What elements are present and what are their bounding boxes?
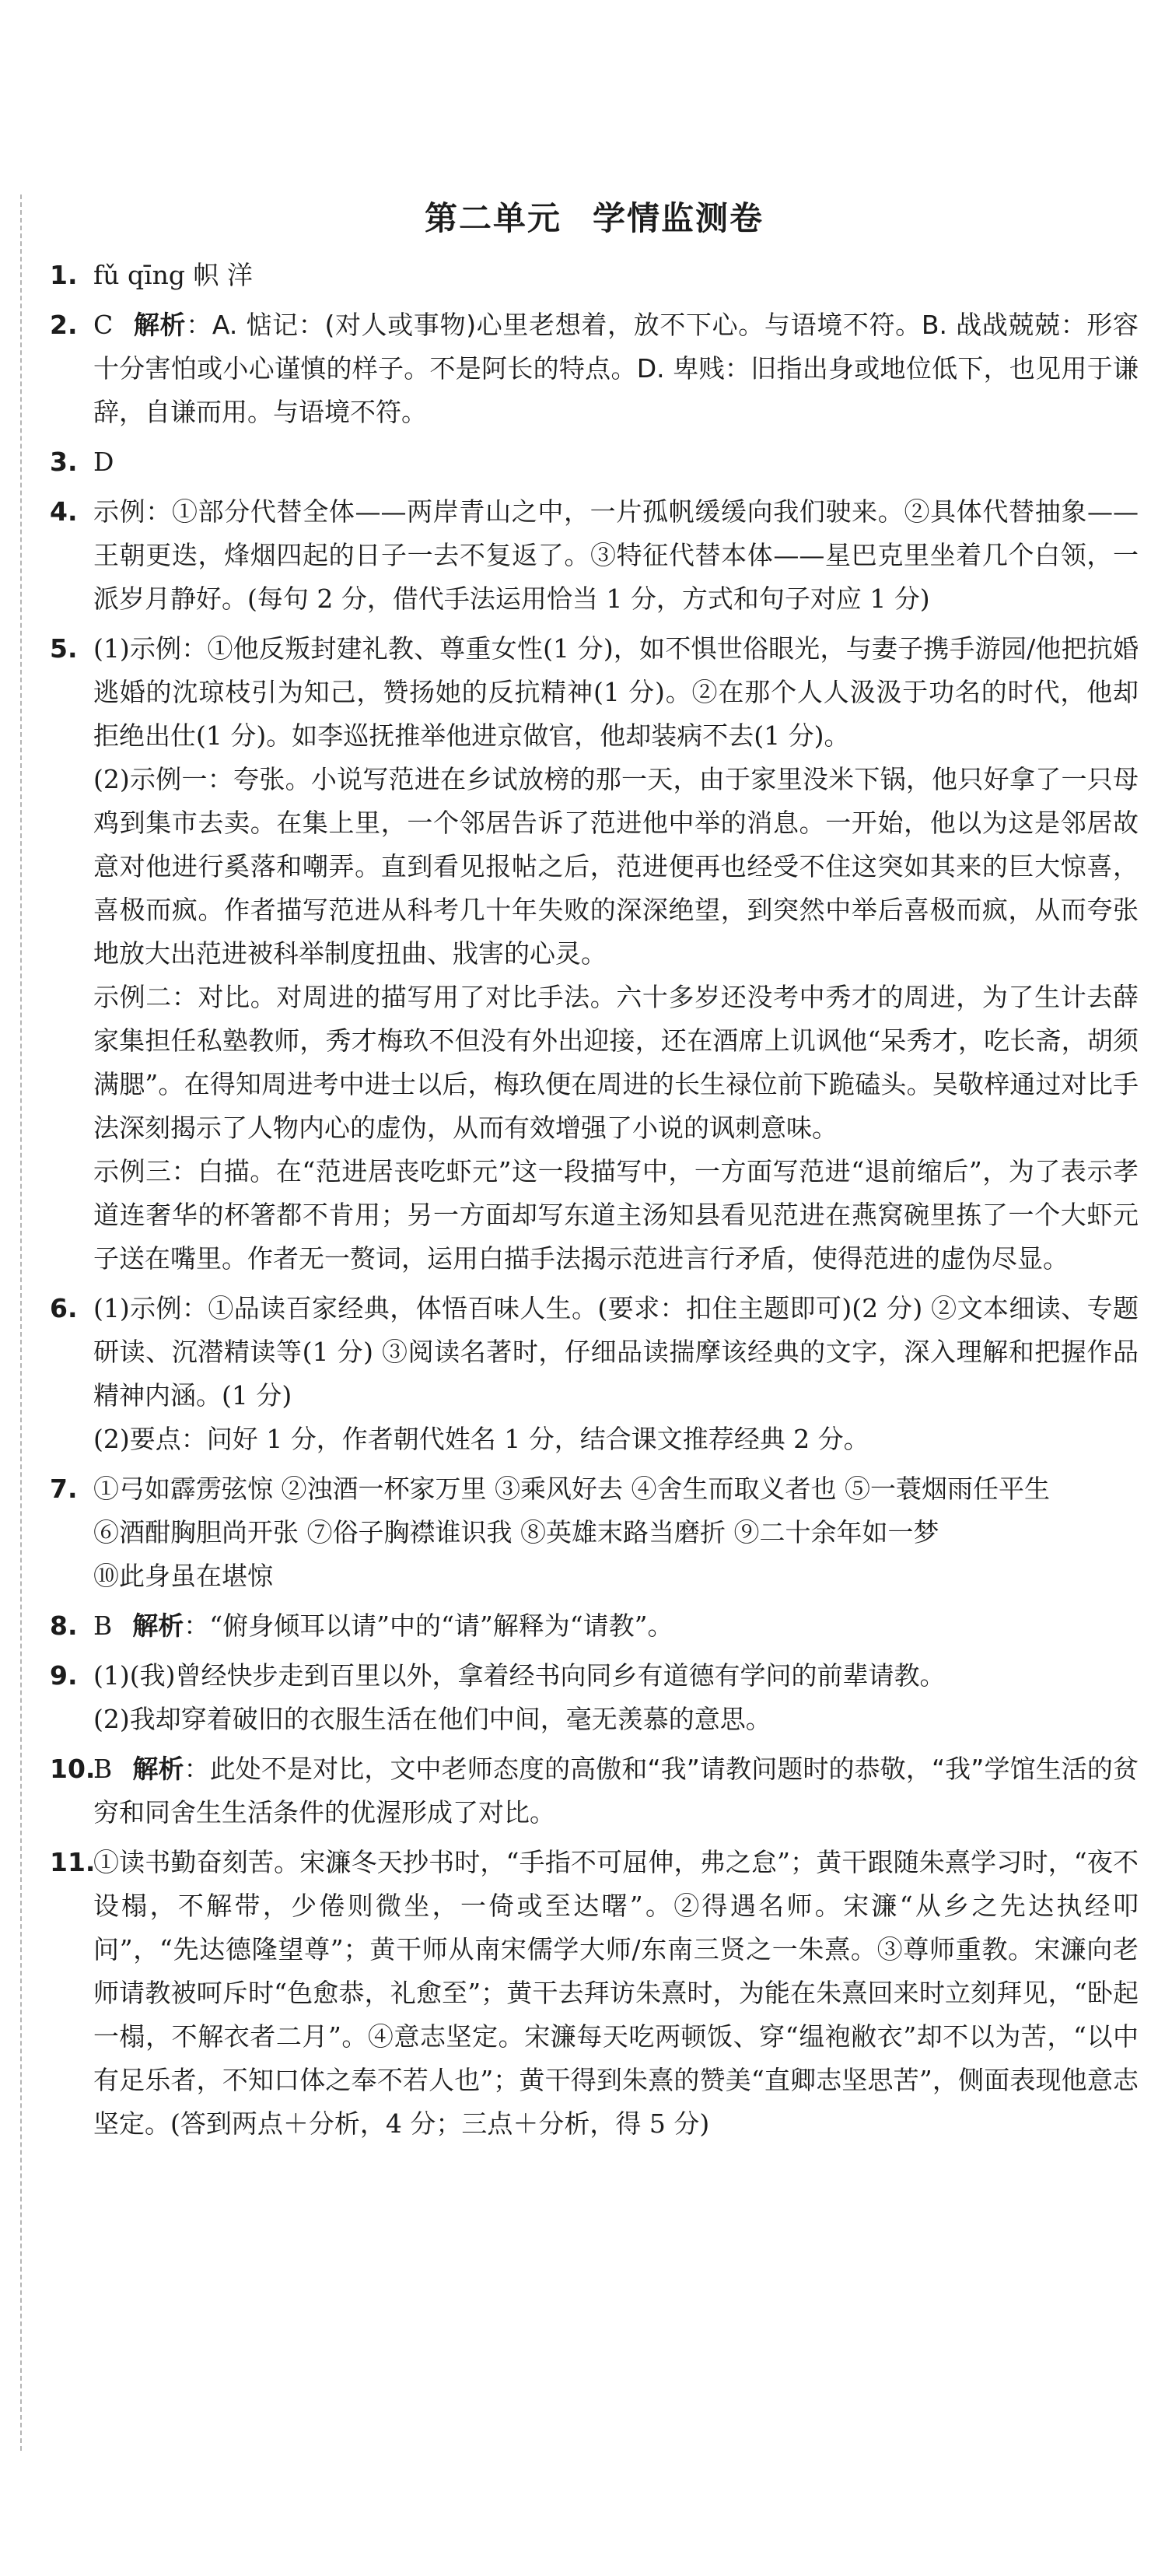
item-number: 9. [50, 1660, 78, 1691]
analysis-label: 解析 [132, 1610, 184, 1641]
item-number: 2. [50, 310, 78, 340]
item-number: 7. [50, 1474, 78, 1504]
item-number: 11. [50, 1847, 96, 1877]
analysis-text: ：A. 惦记：(对人或事物)心里老想着，放不下心。与语境不符。B. 战战兢兢：形容十分害怕或小心谨慎的样子。不是阿长的特点。D. 卑贱：旧指出身或地位低下，也见用于谦辞，自谦而用。与语境不符。 [93, 310, 1139, 427]
item-number: 6. [50, 1293, 78, 1323]
answer-item-8 [50, 1604, 1139, 1648]
answer-item-11 [50, 1841, 1139, 2146]
answer-part-2-example-3: 示例三：白描。在“范进居丧吃虾元”这一段描写中，一方面写范进“退前缩后”，为了表示孝道连奢华的杯箸都不肯用；另一方面却写东道主汤知县看见范进在燕窝碗里拣了一个大虾元子送在嘴里。作者无一赘词，运用白描手法揭示范进言行矛盾，使得范进的虚伪尽显。 [93, 1156, 1139, 1274]
answer-sheet [50, 193, 1139, 2152]
answer-item-3 [50, 440, 1139, 484]
item-number: 3. [50, 447, 78, 477]
answer-item-9 [50, 1654, 1139, 1741]
answer-part-1: (1)示例：①他反叛封建礼教、尊重女性(1 分)，如不惧世俗眼光，与妻子携手游园/他把抗婚逃婚的沈琼枝引为知己，赞扬她的反抗精神(1 分)。②在那个人人汲汲于功名的时代，他却拒绝出仕(1 分)。如李巡抚推举他进京做官，他却装病不去(1 分)。 [93, 633, 1139, 751]
answer-part-1: (1)示例：①品读百家经典，体悟百味人生。(要求：扣住主题即可)(2 分) ②文本细读、专题研读、沉潜精读等(1 分) ③阅读名著时，仔细品读揣摩该经典的文字，深入理解和把握作品精神内涵。(1 分) [93, 1293, 1139, 1411]
analysis-label: 解析 [133, 310, 187, 340]
answer-line-2: ⑥酒酣胸胆尚开张 ⑦俗子胸襟谁识我 ⑧英雄末路当磨折 ⑨二十余年如一梦 [93, 1517, 939, 1547]
answer-item-5 [50, 627, 1139, 1281]
answer-item-2 [50, 303, 1139, 434]
analysis-label: 解析 [132, 1754, 184, 1784]
answer-part-2-example-2: 示例二：对比。对周进的描写用了对比手法。六十多岁还没考中秀才的周进，为了生计去薛家集担任私塾教师，秀才梅玖不但没有外出迎接，还在酒席上讥讽他“呆秀才，吃长斋，胡须满腮”。在得知周进考中进士以后，梅玖便在周进的长生禄位前下跪磕头。吴敬梓通过对比手法深刻揭示了人物内心的虚伪，从而有效增强了小说的讽刺意味。 [93, 982, 1139, 1143]
analysis-text: ：此处不是对比，文中老师态度的高傲和“我”请教问题时的恭敬，“我”学馆生活的贫穷和同舍生生活条件的优渥形成了对比。 [93, 1754, 1139, 1828]
answer-item-4 [50, 490, 1139, 621]
item-number: 10. [50, 1754, 96, 1784]
answer-item-7 [50, 1467, 1139, 1598]
answer-part-2: (2)要点：问好 1 分，作者朝代姓名 1 分，结合课文推荐经典 2 分。 [93, 1424, 869, 1454]
item-number: 8. [50, 1610, 78, 1641]
answer-text: D [93, 447, 114, 477]
answer-choice: B [93, 1610, 113, 1641]
answer-choice: B [93, 1754, 113, 1784]
answer-part-1: (1)(我)曾经快步走到百里以外，拿着经书向同乡有道德有学问的前辈请教。 [93, 1660, 946, 1691]
item-number: 4. [50, 496, 78, 527]
answer-line-3: ⑩此身虽在堪惊 [93, 1561, 273, 1591]
answer-text: fǔ qīng 帜 洋 [93, 260, 253, 290]
answer-text: 示例：①部分代替全体——两岸青山之中，一片孤帆缓缓向我们驶来。②具体代替抽象——王朝更迭，烽烟四起的日子一去不复返了。③特征代替本体——星巴克里坐着几个白领，一派岁月静好。(每句 2 分，借代手法运用恰当 1 分，方式和句子对应 1 分) [93, 496, 1139, 614]
page-title [50, 193, 1139, 244]
answer-choice: C [93, 310, 114, 340]
answer-item-10 [50, 1747, 1139, 1835]
answer-line-1: ①弓如霹雳弦惊 ②浊酒一杯家万里 ③乘风好去 ④舍生而取义者也 ⑤一蓑烟雨任平生 [93, 1474, 1050, 1504]
item-number: 1. [50, 260, 78, 290]
answer-part-2: (2)我却穿着破旧的衣服生活在他们中间，毫无羡慕的意思。 [93, 1704, 771, 1734]
answer-part-2-example-1: (2)示例一：夸张。小说写范进在乡试放榜的那一天，由于家里没米下锅，他只好拿了一只母鸡到集市去卖。在集上里，一个邻居告诉了范进他中举的消息。一开始，他以为这是邻居故意对他进行奚落和嘲弄。直到看见报帖之后，范进便再也经受不住这突如其来的巨大惊喜，喜极而疯。作者描写范进从科考几十年失败的深深绝望，到突然中举后喜极而疯，从而夸张地放大出范进被科举制度扭曲、戕害的心灵。 [93, 764, 1139, 969]
unit-title: 第二单元 [424, 199, 562, 237]
answer-item-1 [50, 254, 1139, 297]
answer-item-6 [50, 1287, 1139, 1461]
item-number: 5. [50, 633, 78, 664]
analysis-text: ：“俯身倾耳以请”中的“请”解释为“请教”。 [184, 1610, 673, 1641]
answer-text: ①读书勤奋刻苦。宋濂冬天抄书时，“手指不可屈伸，弗之怠”；黄干跟随朱熹学习时，“夜不设榻，不解带，少倦则微坐，一倚或至达曙”。②得遇名师。宋濂“从乡之先达执经叩问”，“先达德隆望尊”；黄干师从南宋儒学大师/东南三贤之一朱熹。③尊师重教。宋濂向老师请教被呵斥时“色愈恭，礼愈至”；黄干去拜访朱熹时，为能在朱熹回来时立刻拜见，“卧起一榻，不解衣者二月”。④意志坚定。宋濂每天吃两顿饭、穿“缊袍敝衣”却不以为苦，“以中有足乐者，不知口体之奉不若人也”；黄干得到朱熹的赞美“直卿志坚思苦”，侧面表现他意志坚定。(答到两点＋分析，4 分；三点＋分析，得 5 分) [93, 1847, 1139, 2139]
margin-dashed-rule [20, 195, 22, 2451]
exam-title: 学情监测卷 [593, 199, 764, 237]
